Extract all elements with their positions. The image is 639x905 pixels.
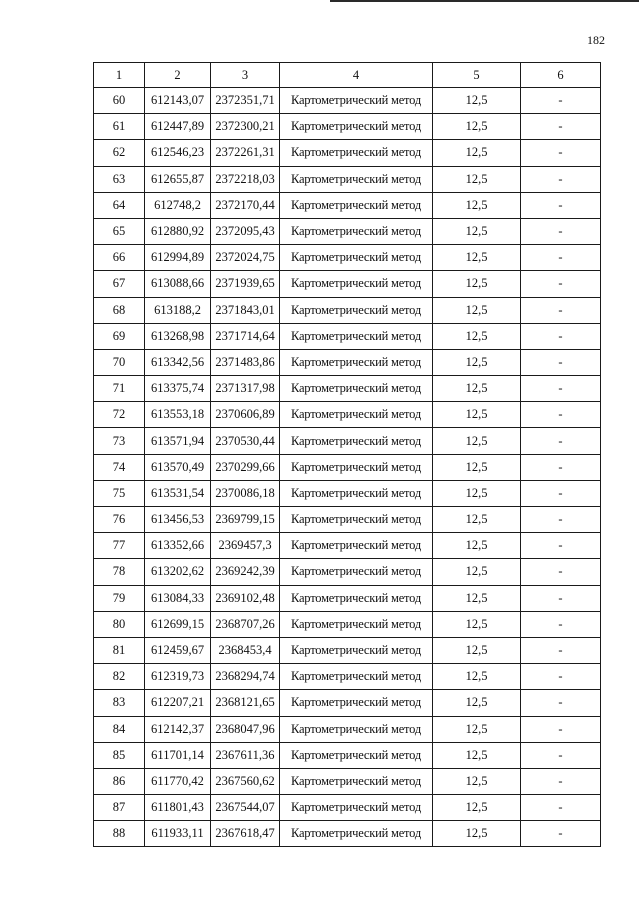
note-cell: - [521,402,601,428]
note-cell: - [521,323,601,349]
point-number-cell: 88 [94,821,145,847]
y-coordinate-cell: 2372261,31 [211,140,280,166]
point-number-cell: 86 [94,768,145,794]
point-number-cell: 83 [94,690,145,716]
table-row [94,192,601,218]
y-coordinate-cell: 2372170,44 [211,192,280,218]
accuracy-cell: 12,5 [433,192,521,218]
point-number-cell: 74 [94,454,145,480]
point-number-cell: 77 [94,533,145,559]
note-cell: - [521,533,601,559]
note-cell: - [521,349,601,375]
x-coordinate-cell: 612880,92 [145,218,211,244]
table-body [94,88,601,847]
point-number-cell: 84 [94,716,145,742]
note-cell: - [521,192,601,218]
note-cell: - [521,768,601,794]
point-number-cell: 78 [94,559,145,585]
x-coordinate-cell: 613188,2 [145,297,211,323]
method-cell: Картометрический метод [280,192,433,218]
point-number-cell: 64 [94,192,145,218]
y-coordinate-cell: 2369242,39 [211,559,280,585]
note-cell: - [521,716,601,742]
column-header-3: 3 [211,63,280,88]
method-cell: Картометрический метод [280,297,433,323]
accuracy-cell: 12,5 [433,376,521,402]
method-cell: Картометрический метод [280,218,433,244]
x-coordinate-cell: 612994,89 [145,245,211,271]
method-cell: Картометрический метод [280,716,433,742]
x-coordinate-cell: 613088,66 [145,271,211,297]
y-coordinate-cell: 2369102,48 [211,585,280,611]
table-row [94,88,601,114]
x-coordinate-cell: 613553,18 [145,402,211,428]
point-number-cell: 80 [94,611,145,637]
y-coordinate-cell: 2368121,65 [211,690,280,716]
x-coordinate-cell: 612459,67 [145,637,211,663]
table-row [94,140,601,166]
x-coordinate-cell: 612546,23 [145,140,211,166]
table-row [94,349,601,375]
x-coordinate-cell: 613571,94 [145,428,211,454]
note-cell: - [521,637,601,663]
accuracy-cell: 12,5 [433,166,521,192]
method-cell: Картометрический метод [280,664,433,690]
note-cell: - [521,376,601,402]
table-row [94,245,601,271]
y-coordinate-cell: 2371317,98 [211,376,280,402]
y-coordinate-cell: 2368707,26 [211,611,280,637]
accuracy-cell: 12,5 [433,271,521,297]
method-cell: Картометрический метод [280,821,433,847]
table-row [94,716,601,742]
accuracy-cell: 12,5 [433,742,521,768]
table-row [94,821,601,847]
method-cell: Картометрический метод [280,768,433,794]
table-row [94,742,601,768]
accuracy-cell: 12,5 [433,690,521,716]
x-coordinate-cell: 613456,53 [145,507,211,533]
table-header-row [94,63,601,88]
accuracy-cell: 12,5 [433,402,521,428]
note-cell: - [521,140,601,166]
accuracy-cell: 12,5 [433,88,521,114]
table-row [94,795,601,821]
table-row [94,768,601,794]
note-cell: - [521,114,601,140]
table-row [94,637,601,663]
note-cell: - [521,821,601,847]
note-cell: - [521,507,601,533]
column-header-2: 2 [145,63,211,88]
x-coordinate-cell: 613352,66 [145,533,211,559]
x-coordinate-cell: 612143,07 [145,88,211,114]
point-number-cell: 71 [94,376,145,402]
accuracy-cell: 12,5 [433,349,521,375]
accuracy-cell: 12,5 [433,611,521,637]
note-cell: - [521,218,601,244]
y-coordinate-cell: 2370606,89 [211,402,280,428]
y-coordinate-cell: 2367618,47 [211,821,280,847]
note-cell: - [521,166,601,192]
accuracy-cell: 12,5 [433,559,521,585]
method-cell: Картометрический метод [280,349,433,375]
accuracy-cell: 12,5 [433,323,521,349]
point-number-cell: 66 [94,245,145,271]
point-number-cell: 76 [94,507,145,533]
accuracy-cell: 12,5 [433,507,521,533]
y-coordinate-cell: 2372024,75 [211,245,280,271]
x-coordinate-cell: 612655,87 [145,166,211,192]
accuracy-cell: 12,5 [433,454,521,480]
accuracy-cell: 12,5 [433,114,521,140]
table-row [94,297,601,323]
table-row [94,480,601,506]
method-cell: Картометрический метод [280,559,433,585]
method-cell: Картометрический метод [280,690,433,716]
y-coordinate-cell: 2371939,65 [211,271,280,297]
y-coordinate-cell: 2370530,44 [211,428,280,454]
method-cell: Картометрический метод [280,742,433,768]
x-coordinate-cell: 613570,49 [145,454,211,480]
point-number-cell: 72 [94,402,145,428]
accuracy-cell: 12,5 [433,716,521,742]
point-number-cell: 87 [94,795,145,821]
point-number-cell: 70 [94,349,145,375]
accuracy-cell: 12,5 [433,821,521,847]
table-row [94,507,601,533]
y-coordinate-cell: 2372095,43 [211,218,280,244]
note-cell: - [521,88,601,114]
table-row [94,454,601,480]
y-coordinate-cell: 2371714,64 [211,323,280,349]
point-number-cell: 81 [94,637,145,663]
table-row [94,323,601,349]
point-number-cell: 67 [94,271,145,297]
accuracy-cell: 12,5 [433,637,521,663]
x-coordinate-cell: 612207,21 [145,690,211,716]
y-coordinate-cell: 2367560,62 [211,768,280,794]
y-coordinate-cell: 2368294,74 [211,664,280,690]
x-coordinate-cell: 612319,73 [145,664,211,690]
note-cell: - [521,559,601,585]
table-row [94,218,601,244]
x-coordinate-cell: 611770,42 [145,768,211,794]
y-coordinate-cell: 2372218,03 [211,166,280,192]
point-number-cell: 61 [94,114,145,140]
x-coordinate-cell: 612447,89 [145,114,211,140]
column-header-5: 5 [433,63,521,88]
point-number-cell: 73 [94,428,145,454]
method-cell: Картометрический метод [280,795,433,821]
accuracy-cell: 12,5 [433,795,521,821]
table-row [94,428,601,454]
accuracy-cell: 12,5 [433,428,521,454]
method-cell: Картометрический метод [280,507,433,533]
table-row [94,664,601,690]
point-number-cell: 75 [94,480,145,506]
y-coordinate-cell: 2369457,3 [211,533,280,559]
y-coordinate-cell: 2367544,07 [211,795,280,821]
x-coordinate-cell: 612142,37 [145,716,211,742]
note-cell: - [521,454,601,480]
method-cell: Картометрический метод [280,428,433,454]
note-cell: - [521,245,601,271]
method-cell: Картометрический метод [280,402,433,428]
accuracy-cell: 12,5 [433,218,521,244]
accuracy-cell: 12,5 [433,768,521,794]
point-number-cell: 62 [94,140,145,166]
point-number-cell: 85 [94,742,145,768]
y-coordinate-cell: 2367611,36 [211,742,280,768]
table-row [94,533,601,559]
method-cell: Картометрический метод [280,611,433,637]
page-number: 182 [587,33,605,47]
x-coordinate-cell: 613531,54 [145,480,211,506]
column-header-4: 4 [280,63,433,88]
note-cell: - [521,271,601,297]
method-cell: Картометрический метод [280,271,433,297]
note-cell: - [521,585,601,611]
y-coordinate-cell: 2370299,66 [211,454,280,480]
method-cell: Картометрический метод [280,533,433,559]
table-row [94,114,601,140]
accuracy-cell: 12,5 [433,585,521,611]
table-row [94,166,601,192]
y-coordinate-cell: 2371483,86 [211,349,280,375]
scan-edge [330,0,639,2]
method-cell: Картометрический метод [280,376,433,402]
method-cell: Картометрический метод [280,114,433,140]
x-coordinate-cell: 611933,11 [145,821,211,847]
coordinates-table [93,62,601,847]
method-cell: Картометрический метод [280,245,433,271]
y-coordinate-cell: 2372300,21 [211,114,280,140]
column-header-1: 1 [94,63,145,88]
point-number-cell: 60 [94,88,145,114]
y-coordinate-cell: 2368047,96 [211,716,280,742]
point-number-cell: 69 [94,323,145,349]
accuracy-cell: 12,5 [433,533,521,559]
method-cell: Картометрический метод [280,585,433,611]
point-number-cell: 65 [94,218,145,244]
x-coordinate-cell: 611701,14 [145,742,211,768]
method-cell: Картометрический метод [280,454,433,480]
table-row [94,585,601,611]
y-coordinate-cell: 2369799,15 [211,507,280,533]
y-coordinate-cell: 2370086,18 [211,480,280,506]
table-row [94,402,601,428]
note-cell: - [521,795,601,821]
note-cell: - [521,690,601,716]
accuracy-cell: 12,5 [433,480,521,506]
table-row [94,690,601,716]
accuracy-cell: 12,5 [433,140,521,166]
point-number-cell: 82 [94,664,145,690]
point-number-cell: 68 [94,297,145,323]
x-coordinate-cell: 613268,98 [145,323,211,349]
point-number-cell: 63 [94,166,145,192]
note-cell: - [521,611,601,637]
method-cell: Картометрический метод [280,480,433,506]
x-coordinate-cell: 613202,62 [145,559,211,585]
method-cell: Картометрический метод [280,166,433,192]
note-cell: - [521,664,601,690]
method-cell: Картометрический метод [280,140,433,166]
x-coordinate-cell: 612699,15 [145,611,211,637]
x-coordinate-cell: 613342,56 [145,349,211,375]
accuracy-cell: 12,5 [433,664,521,690]
column-header-6: 6 [521,63,601,88]
x-coordinate-cell: 611801,43 [145,795,211,821]
method-cell: Картометрический метод [280,323,433,349]
method-cell: Картометрический метод [280,88,433,114]
accuracy-cell: 12,5 [433,245,521,271]
accuracy-cell: 12,5 [433,297,521,323]
note-cell: - [521,742,601,768]
note-cell: - [521,297,601,323]
note-cell: - [521,480,601,506]
table-row [94,271,601,297]
x-coordinate-cell: 613084,33 [145,585,211,611]
y-coordinate-cell: 2372351,71 [211,88,280,114]
y-coordinate-cell: 2371843,01 [211,297,280,323]
method-cell: Картометрический метод [280,637,433,663]
y-coordinate-cell: 2368453,4 [211,637,280,663]
table-row [94,559,601,585]
table-row [94,376,601,402]
table-row [94,611,601,637]
x-coordinate-cell: 612748,2 [145,192,211,218]
point-number-cell: 79 [94,585,145,611]
x-coordinate-cell: 613375,74 [145,376,211,402]
note-cell: - [521,428,601,454]
